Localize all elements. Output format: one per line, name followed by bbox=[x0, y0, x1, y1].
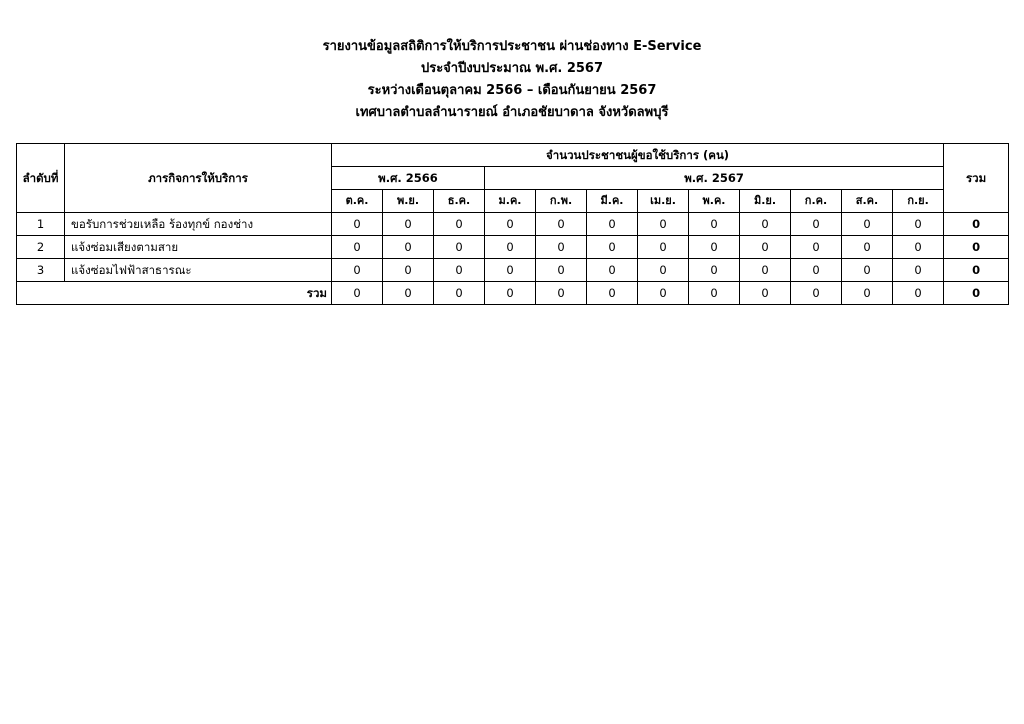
row-total: 0 bbox=[944, 259, 1009, 282]
header-year-2567: พ.ศ. 2567 bbox=[485, 167, 944, 190]
row-value: 0 bbox=[689, 236, 740, 259]
report-fiscal-year: ประจำปีงบประมาณ พ.ศ. 2567 bbox=[420, 61, 604, 76]
row-no: 1 bbox=[17, 213, 65, 236]
report-header bbox=[0, 36, 1024, 124]
row-value: 0 bbox=[332, 236, 383, 259]
row-value: 0 bbox=[842, 236, 893, 259]
sum-label: รวม bbox=[17, 282, 332, 305]
row-service: ขอรับการช่วยเหลือ ร้องทุกข์ กองช่าง bbox=[65, 213, 332, 236]
sum-value: 0 bbox=[485, 282, 536, 305]
month-apr: เม.ย. bbox=[638, 190, 689, 213]
row-value: 0 bbox=[587, 213, 638, 236]
row-value: 0 bbox=[383, 259, 434, 282]
header-service: ภารกิจการให้บริการ bbox=[65, 144, 332, 213]
sum-value: 0 bbox=[332, 282, 383, 305]
row-value: 0 bbox=[893, 213, 944, 236]
row-value: 0 bbox=[638, 236, 689, 259]
table-row bbox=[17, 259, 1009, 282]
row-value: 0 bbox=[332, 213, 383, 236]
table-header bbox=[17, 144, 1009, 213]
row-value: 0 bbox=[842, 259, 893, 282]
sum-value: 0 bbox=[434, 282, 485, 305]
month-feb: ก.พ. bbox=[536, 190, 587, 213]
row-value: 0 bbox=[740, 236, 791, 259]
sum-value: 0 bbox=[587, 282, 638, 305]
sum-value: 0 bbox=[740, 282, 791, 305]
row-value: 0 bbox=[332, 259, 383, 282]
row-total: 0 bbox=[944, 213, 1009, 236]
row-value: 0 bbox=[791, 236, 842, 259]
row-value: 0 bbox=[587, 236, 638, 259]
sum-value: 0 bbox=[893, 282, 944, 305]
table-row bbox=[17, 213, 1009, 236]
row-total: 0 bbox=[944, 236, 1009, 259]
month-may: พ.ค. bbox=[689, 190, 740, 213]
header-year-2566: พ.ศ. 2566 bbox=[332, 167, 485, 190]
row-value: 0 bbox=[383, 213, 434, 236]
row-value: 0 bbox=[536, 259, 587, 282]
row-no: 3 bbox=[17, 259, 65, 282]
month-jul: ก.ค. bbox=[791, 190, 842, 213]
sum-total: 0 bbox=[944, 282, 1009, 305]
statistics-table bbox=[16, 143, 1009, 305]
month-jan: ม.ค. bbox=[485, 190, 536, 213]
row-value: 0 bbox=[434, 259, 485, 282]
row-value: 0 bbox=[689, 213, 740, 236]
row-value: 0 bbox=[485, 213, 536, 236]
header-no bbox=[17, 144, 65, 213]
row-value: 0 bbox=[893, 236, 944, 259]
row-value: 0 bbox=[791, 259, 842, 282]
row-value: 0 bbox=[638, 213, 689, 236]
row-value: 0 bbox=[434, 236, 485, 259]
row-value: 0 bbox=[638, 259, 689, 282]
sum-value: 0 bbox=[791, 282, 842, 305]
sum-value: 0 bbox=[536, 282, 587, 305]
row-value: 0 bbox=[536, 236, 587, 259]
row-value: 0 bbox=[740, 259, 791, 282]
report-organization: เทศบาลตำบลลำนารายณ์ อำเภอชัยบาดาล จังหวัดลพบุรี bbox=[355, 105, 669, 120]
sum-value: 0 bbox=[689, 282, 740, 305]
month-sep: ก.ย. bbox=[893, 190, 944, 213]
row-value: 0 bbox=[383, 236, 434, 259]
month-mar: มี.ค. bbox=[587, 190, 638, 213]
row-value: 0 bbox=[791, 213, 842, 236]
sum-row bbox=[17, 282, 1009, 305]
row-value: 0 bbox=[842, 213, 893, 236]
sum-value: 0 bbox=[383, 282, 434, 305]
sum-value: 0 bbox=[842, 282, 893, 305]
sum-value: 0 bbox=[638, 282, 689, 305]
table-row bbox=[17, 236, 1009, 259]
header-total: รวม bbox=[944, 144, 1009, 213]
row-value: 0 bbox=[740, 213, 791, 236]
row-value: 0 bbox=[434, 213, 485, 236]
row-value: 0 bbox=[485, 236, 536, 259]
report-title: รายงานข้อมูลสถิติการให้บริการประชาชน ผ่านช่องทาง E-Service bbox=[322, 39, 702, 54]
row-value: 0 bbox=[893, 259, 944, 282]
header-count-group: จำนวนประชาชนผู้ขอใช้บริการ (คน) bbox=[332, 144, 944, 167]
month-nov: พ.ย. bbox=[383, 190, 434, 213]
month-dec: ธ.ค. bbox=[434, 190, 485, 213]
month-jun: มิ.ย. bbox=[740, 190, 791, 213]
header-no-label: ลำดับที่ bbox=[22, 171, 59, 185]
row-value: 0 bbox=[536, 213, 587, 236]
month-aug: ส.ค. bbox=[842, 190, 893, 213]
row-service: แจ้งซ่อมเสียงตามสาย bbox=[65, 236, 332, 259]
table-body bbox=[17, 213, 1009, 305]
row-service: แจ้งซ่อมไฟฟ้าสาธารณะ bbox=[65, 259, 332, 282]
row-value: 0 bbox=[485, 259, 536, 282]
row-value: 0 bbox=[587, 259, 638, 282]
row-value: 0 bbox=[689, 259, 740, 282]
month-oct: ต.ค. bbox=[332, 190, 383, 213]
row-no: 2 bbox=[17, 236, 65, 259]
report-period: ระหว่างเดือนตุลาคม 2566 – เดือนกันยายน 2567 bbox=[367, 83, 657, 98]
